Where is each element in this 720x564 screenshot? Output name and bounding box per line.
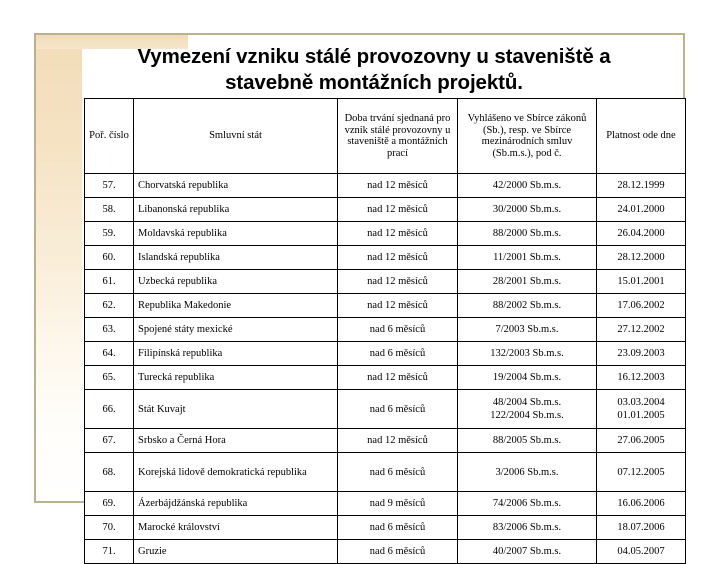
cell-contracting-state: Srbsko a Černá Hora bbox=[134, 429, 338, 453]
cell-published: 3/2006 Sb.m.s. bbox=[458, 453, 597, 492]
cell-contracting-state: Filipínská republika bbox=[134, 342, 338, 366]
cell-published: 132/2003 Sb.m.s. bbox=[458, 342, 597, 366]
cell-validity: 04.05.2007 bbox=[597, 540, 686, 564]
cell-order-number: 63. bbox=[85, 318, 134, 342]
cell-published: 88/2005 Sb.m.s. bbox=[458, 429, 597, 453]
cell-duration: nad 6 měsíců bbox=[338, 516, 458, 540]
table-row bbox=[85, 453, 686, 492]
table-row bbox=[85, 390, 686, 429]
cell-contracting-state: Ázerbájdžánská republika bbox=[134, 492, 338, 516]
cell-duration: nad 6 měsíců bbox=[338, 342, 458, 366]
cell-order-number: 57. bbox=[85, 174, 134, 198]
cell-validity: 26.04.2000 bbox=[597, 222, 686, 246]
cell-order-number: 58. bbox=[85, 198, 134, 222]
table-row bbox=[85, 270, 686, 294]
cell-published: 42/2000 Sb.m.s. bbox=[458, 174, 597, 198]
cell-duration: nad 9 měsíců bbox=[338, 492, 458, 516]
column-header-validity: Platnost ode dne bbox=[597, 99, 686, 174]
cell-duration: nad 6 měsíců bbox=[338, 318, 458, 342]
cell-validity: 16.12.2003 bbox=[597, 366, 686, 390]
column-header-published: Vyhlášeno ve Sbírce zákonů (Sb.), resp. ve Sbírce mezinárodních smluv (Sb.m.s.), pod č. bbox=[458, 99, 597, 174]
cell-order-number: 59. bbox=[85, 222, 134, 246]
cell-order-number: 61. bbox=[85, 270, 134, 294]
cell-duration: nad 12 měsíců bbox=[338, 429, 458, 453]
cell-contracting-state: Republika Makedonie bbox=[134, 294, 338, 318]
cell-contracting-state: Uzbecká republika bbox=[134, 270, 338, 294]
cell-published: 11/2001 Sb.m.s. bbox=[458, 246, 597, 270]
cell-contracting-state: Marocké království bbox=[134, 516, 338, 540]
cell-duration: nad 6 měsíců bbox=[338, 390, 458, 429]
cell-duration: nad 12 měsíců bbox=[338, 294, 458, 318]
cell-contracting-state: Moldavská republika bbox=[134, 222, 338, 246]
table-row bbox=[85, 342, 686, 366]
cell-contracting-state: Islandská republika bbox=[134, 246, 338, 270]
cell-contracting-state: Spojené státy mexické bbox=[134, 318, 338, 342]
table-row bbox=[85, 492, 686, 516]
cell-contracting-state: Korejská lidově demokratická republika bbox=[134, 453, 338, 492]
cell-order-number: 67. bbox=[85, 429, 134, 453]
cell-contracting-state: Libanonská republika bbox=[134, 198, 338, 222]
cell-order-number: 60. bbox=[85, 246, 134, 270]
cell-order-number: 64. bbox=[85, 342, 134, 366]
table-row bbox=[85, 222, 686, 246]
table-row bbox=[85, 318, 686, 342]
cell-validity: 18.07.2006 bbox=[597, 516, 686, 540]
cell-validity: 03.03.2004 01.01.2005 bbox=[597, 390, 686, 429]
cell-order-number: 70. bbox=[85, 516, 134, 540]
cell-published: 88/2002 Sb.m.s. bbox=[458, 294, 597, 318]
cell-order-number: 66. bbox=[85, 390, 134, 429]
slide-title: Vymezení vzniku stálé provozovny u staveniště a stavebně montážních projektů. bbox=[137, 45, 611, 94]
cell-contracting-state: Gruzie bbox=[134, 540, 338, 564]
column-header-order-number: Poř. číslo bbox=[85, 99, 134, 174]
cell-validity: 28.12.2000 bbox=[597, 246, 686, 270]
cell-published: 7/2003 Sb.m.s. bbox=[458, 318, 597, 342]
cell-order-number: 69. bbox=[85, 492, 134, 516]
cell-validity: 28.12.1999 bbox=[597, 174, 686, 198]
cell-duration: nad 12 měsíců bbox=[338, 198, 458, 222]
table-row bbox=[85, 429, 686, 453]
treaties-table bbox=[84, 98, 686, 564]
table-row bbox=[85, 516, 686, 540]
cell-published: 48/2004 Sb.m.s. 122/2004 Sb.m.s. bbox=[458, 390, 597, 429]
cell-contracting-state: Stát Kuvajt bbox=[134, 390, 338, 429]
table-row bbox=[85, 540, 686, 564]
table-row bbox=[85, 294, 686, 318]
cell-contracting-state: Turecká republika bbox=[134, 366, 338, 390]
table-header bbox=[85, 99, 686, 174]
header-row bbox=[85, 99, 686, 174]
column-header-contracting-state: Smluvní stát bbox=[134, 99, 338, 174]
table-row bbox=[85, 198, 686, 222]
cell-validity: 07.12.2005 bbox=[597, 453, 686, 492]
decorative-band-left bbox=[36, 35, 82, 501]
cell-validity: 17.06.2002 bbox=[597, 294, 686, 318]
cell-published: 83/2006 Sb.m.s. bbox=[458, 516, 597, 540]
cell-published: 28/2001 Sb.m.s. bbox=[458, 270, 597, 294]
cell-validity: 24.01.2000 bbox=[597, 198, 686, 222]
cell-published: 40/2007 Sb.m.s. bbox=[458, 540, 597, 564]
cell-duration: nad 12 měsíců bbox=[338, 174, 458, 198]
cell-order-number: 71. bbox=[85, 540, 134, 564]
cell-duration: nad 12 měsíců bbox=[338, 366, 458, 390]
cell-validity: 23.09.2003 bbox=[597, 342, 686, 366]
cell-published: 30/2000 Sb.m.s. bbox=[458, 198, 597, 222]
cell-order-number: 65. bbox=[85, 366, 134, 390]
cell-published: 19/2004 Sb.m.s. bbox=[458, 366, 597, 390]
column-header-duration: Doba trvání sjednaná pro vznik stálé provozovny u staveniště a montážních prací bbox=[338, 99, 458, 174]
table-row bbox=[85, 366, 686, 390]
cell-order-number: 68. bbox=[85, 453, 134, 492]
cell-duration: nad 6 měsíců bbox=[338, 453, 458, 492]
cell-validity: 27.12.2002 bbox=[597, 318, 686, 342]
table-row bbox=[85, 246, 686, 270]
cell-contracting-state: Chorvatská republika bbox=[134, 174, 338, 198]
cell-order-number: 62. bbox=[85, 294, 134, 318]
cell-duration: nad 12 měsíců bbox=[338, 222, 458, 246]
cell-duration: nad 6 měsíců bbox=[338, 540, 458, 564]
cell-validity: 15.01.2001 bbox=[597, 270, 686, 294]
cell-published: 74/2006 Sb.m.s. bbox=[458, 492, 597, 516]
cell-published: 88/2000 Sb.m.s. bbox=[458, 222, 597, 246]
cell-duration: nad 12 měsíců bbox=[338, 270, 458, 294]
cell-validity: 27.06.2005 bbox=[597, 429, 686, 453]
table-row bbox=[85, 174, 686, 198]
cell-validity: 16.06.2006 bbox=[597, 492, 686, 516]
cell-duration: nad 12 měsíců bbox=[338, 246, 458, 270]
table-body bbox=[85, 174, 686, 564]
